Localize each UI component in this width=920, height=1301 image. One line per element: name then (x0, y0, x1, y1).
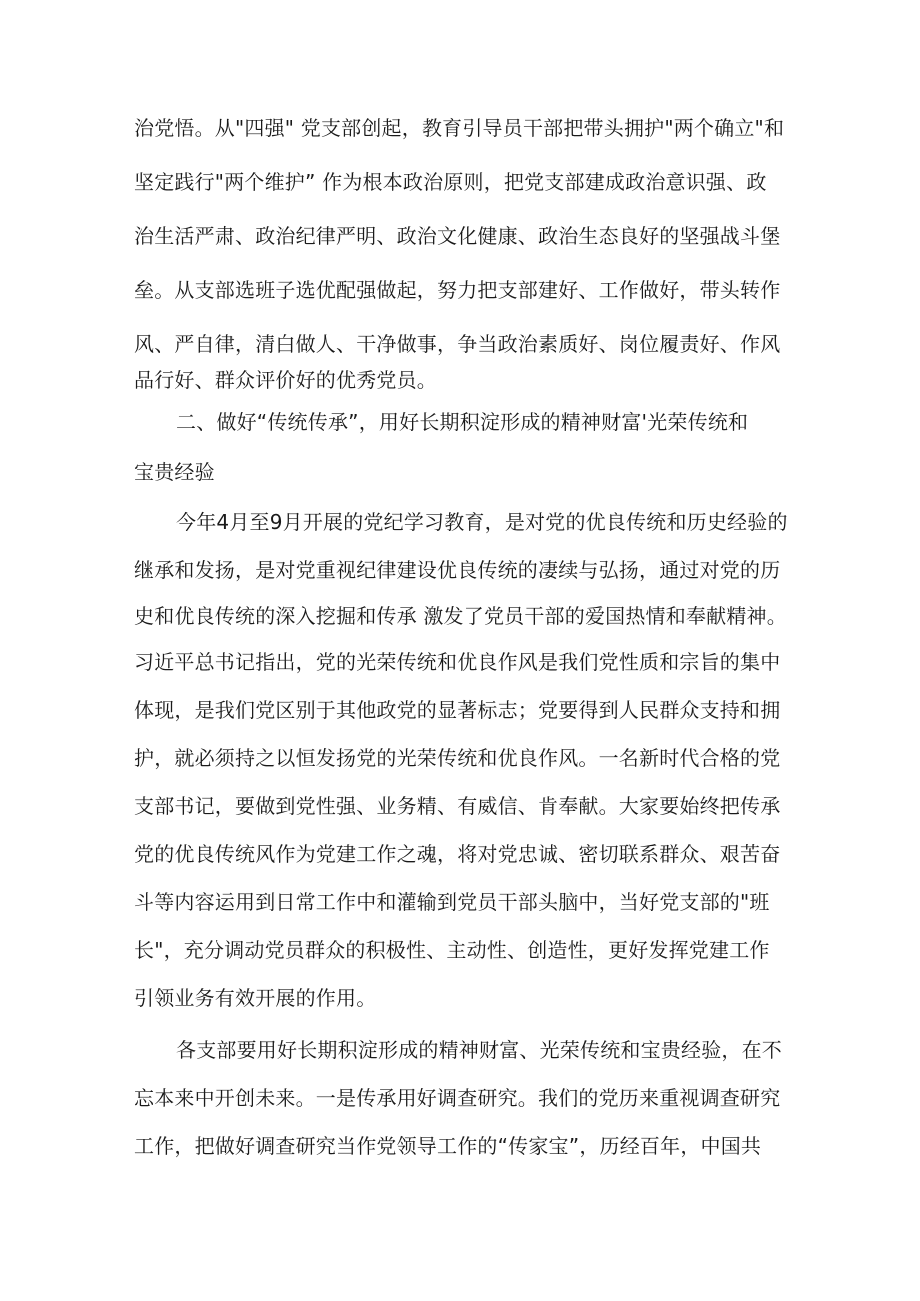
text-line: 工作，把做好调查研究当作党领导工作的“传家宝”，历经百年，中国共 (134, 1134, 762, 1158)
text-line: 治生活严肃、政治纪律严明、政治文化健康、政治生态良好的坚强战斗堡 (134, 224, 781, 248)
text-line: 长"，充分调动党员群众的积极性、主动性、创造性，更好发挥党建工作 (134, 938, 770, 962)
text-line: 垒。从支部选班子选优配强做起，努力把支部建好、工作做好，带头转作 (134, 278, 781, 302)
text-line: 品行好、群众评价好的优秀党员。 (134, 368, 437, 392)
text-line: 治党悟。从"四强" 党支部创起，教育引导员干部把带头拥护"两个确立"和 (134, 116, 785, 140)
text-line: 支部书记，要做到党性强、业务精、有威信、肯奉献。大家要始终把传承 (134, 794, 781, 818)
text-line: 斗等内容运用到日常工作中和灌输到党员干部头脑中，当好党支部的"班 (134, 890, 770, 914)
text-line: 习近平总书记指出，党的光荣传统和优良作风是我们党性质和宗旨的集中 (134, 650, 781, 674)
text-line: 坚定践行"两个维护” 作为根本政治原则，把党支部建成政治意识强、政 (134, 170, 767, 194)
text-line: 忘本来中开创未来。一是传承用好调查研究。我们的党历来重视调查研究 (134, 1086, 781, 1110)
text-line: 护，就必须持之以恒发扬党的光荣传统和优良作风。一名新时代合格的党 (134, 746, 781, 770)
text-line: 体现，是我们党区别于其他政党的显著标志；党要得到人民群众支持和拥 (134, 698, 781, 722)
text-line: 党的优良传统风作为党建工作之魂，将对党忠诚、密切联系群众、艰苦奋 (134, 842, 781, 866)
text-line: 今年4月至9月开展的党纪学习教育，是对党的优良传统和历史经验的 (176, 510, 788, 534)
text-line: 引领业务有效开展的作用。 (134, 986, 377, 1010)
text-line: 各支部要用好长期积淀形成的精神财富、光荣传统和宝贵经验，在不 (176, 1038, 782, 1062)
section-heading-line: 二、做好“传统传承”，用好长期积淀形成的精神财富'光荣传统和 (176, 410, 749, 434)
text-line: 风、严自律，清白做人、干净做事，争当政治素质好、岗位履责好、作风 (134, 332, 781, 356)
text-line: 继承和发扬，是对党重视纪律建设优良传统的凄续与弘扬，通过对党的历 (134, 558, 781, 582)
text-line: 史和优良传统的深入挖掘和传承 激发了党员干部的爱国热情和奉献精神。 (134, 604, 787, 628)
section-heading-line: 宝贵经验 (134, 460, 215, 484)
